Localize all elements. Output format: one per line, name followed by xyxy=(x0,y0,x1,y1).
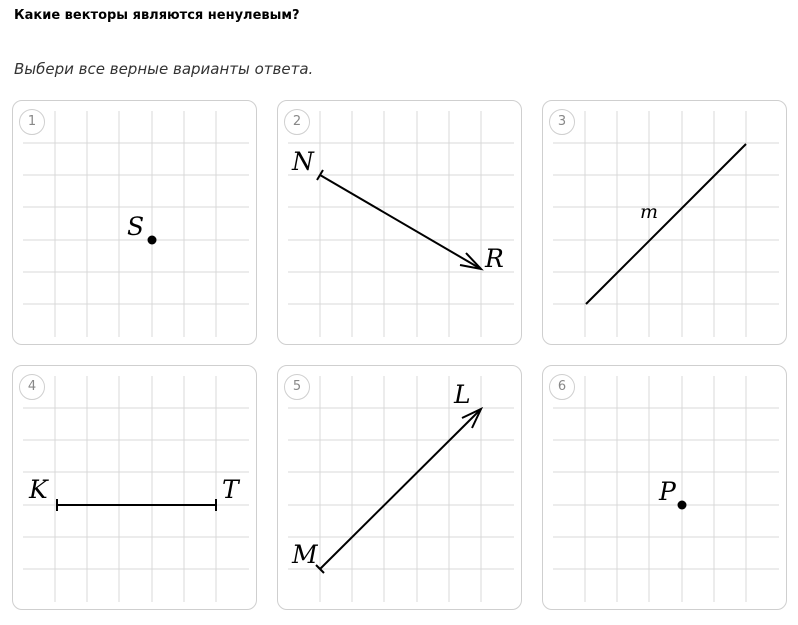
answer-option-3[interactable] xyxy=(542,100,787,345)
option-number-badge: 3 xyxy=(549,109,575,135)
answer-option-4[interactable] xyxy=(12,365,257,610)
question-text: Какие векторы являются ненулевым? xyxy=(14,8,300,23)
instruction-text: Выбери все верные варианты ответа. xyxy=(14,60,314,78)
option-4-figure xyxy=(13,366,258,611)
vector-nr xyxy=(317,170,481,269)
option-3-figure xyxy=(543,101,788,346)
option-number-badge: 2 xyxy=(284,109,310,135)
label-m-start: M xyxy=(292,540,318,569)
answer-option-6[interactable] xyxy=(542,365,787,610)
segment-kt xyxy=(57,499,216,511)
label-s: S xyxy=(127,212,145,241)
option-1-figure xyxy=(13,101,258,346)
grid xyxy=(23,376,249,602)
option-number-badge: 5 xyxy=(284,374,310,400)
answer-option-2[interactable] xyxy=(277,100,522,345)
label-m: m xyxy=(640,201,659,223)
option-6-figure xyxy=(543,366,788,611)
vector-ml xyxy=(316,409,481,573)
line-m xyxy=(586,144,746,304)
label-k: K xyxy=(29,475,48,504)
label-r: R xyxy=(485,244,504,273)
point-s xyxy=(148,236,157,245)
point-p xyxy=(678,501,687,510)
option-2-figure xyxy=(278,101,523,346)
option-number-badge: 4 xyxy=(19,374,45,400)
answer-option-1[interactable] xyxy=(12,100,257,345)
label-t: T xyxy=(222,475,239,504)
answer-option-5[interactable] xyxy=(277,365,522,610)
grid xyxy=(288,111,514,337)
option-number-badge: 6 xyxy=(549,374,575,400)
label-n: N xyxy=(292,147,314,176)
option-number-badge: 1 xyxy=(19,109,45,135)
label-p: P xyxy=(659,477,676,506)
label-l: L xyxy=(454,380,471,409)
option-5-figure xyxy=(278,366,523,611)
